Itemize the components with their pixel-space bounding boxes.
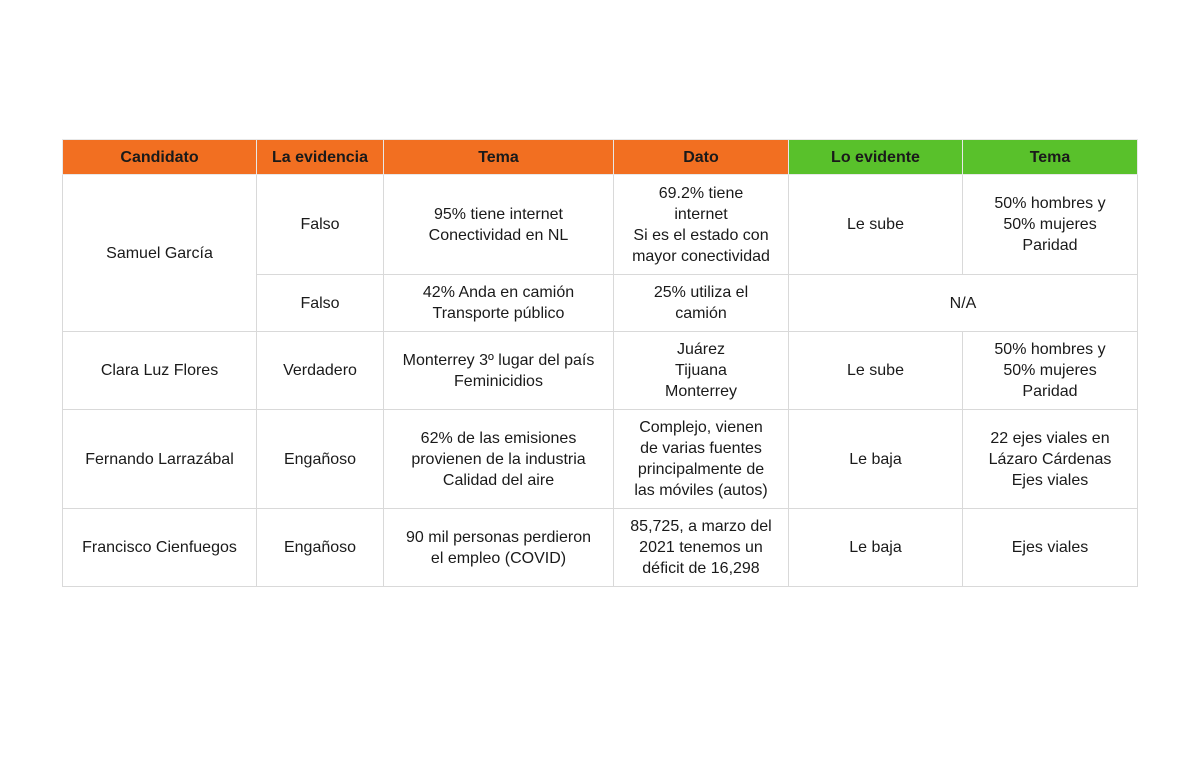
header-tema-2: Tema (963, 140, 1138, 175)
header-candidato: Candidato (63, 140, 257, 175)
cell-tema-2 (963, 509, 1138, 587)
cell-text-line: 50% mujeres (1003, 216, 1097, 233)
cell-text-line: provienen de la industria (411, 450, 586, 468)
cell-text-line: 2021 tenemos un (639, 539, 763, 556)
cell-tema-2 (963, 175, 1138, 275)
table-row (63, 332, 1138, 410)
cell-text-line: 50% hombres y (994, 195, 1106, 212)
cell-candidato: Clara Luz Flores (63, 332, 257, 410)
cell-text-line: Monterrey (664, 383, 738, 400)
cell-dato (614, 410, 789, 509)
header-row (63, 140, 1138, 175)
cell-text-line: internet (674, 205, 728, 223)
cell-text-line: camión (675, 305, 727, 322)
cell-text-line: 62% de las emisiones (420, 429, 577, 447)
cell-candidato: Fernando Larrazábal (63, 410, 257, 509)
cell-tema (384, 332, 614, 410)
cell-text-line: principalmente de (637, 461, 765, 478)
cell-text-line: Paridad (1022, 383, 1078, 400)
cell-text-line: Feminicidios (454, 372, 543, 390)
cell-tema (384, 410, 614, 509)
cell-text-line: Transporte público (432, 305, 565, 322)
cell-text-line: 95% tiene internet (434, 205, 563, 223)
cell-text-line: 22 ejes viales en (990, 429, 1110, 447)
cell-tema (384, 509, 614, 587)
cell-text-line: Ejes viales (1011, 471, 1089, 489)
cell-candidato: Francisco Cienfuegos (63, 509, 257, 587)
header-tema: Tema (384, 140, 614, 175)
fact-check-table (62, 139, 1138, 587)
cell-not-applicable: N/A (789, 275, 1138, 332)
cell-text-line: Paridad (1022, 237, 1078, 254)
cell-text-line: de varias fuentes (640, 440, 762, 457)
cell-text-line: 90 mil personas perdieron (406, 528, 591, 546)
cell-text-line: 50% mujeres (1003, 362, 1097, 379)
cell-text-line: Ejes viales (1011, 539, 1089, 556)
cell-text-line: 85,725, a marzo del (630, 518, 772, 535)
cell-text-line: Lázaro Cárdenas (988, 450, 1112, 468)
table-row (63, 509, 1138, 587)
cell-dato (614, 175, 789, 275)
cell-text-line: el empleo (COVID) (430, 549, 567, 567)
cell-text-line: Calidad del aire (442, 471, 555, 489)
cell-lo-evidente: Le sube (789, 175, 963, 275)
cell-lo-evidente: Le sube (789, 332, 963, 410)
cell-evidencia: Falso (257, 275, 384, 332)
cell-text-line: 69.2% tiene (658, 184, 744, 202)
cell-text-line: mayor conectividad (632, 247, 770, 265)
cell-evidencia: Falso (257, 175, 384, 275)
cell-text-line: Tijuana (675, 362, 727, 379)
header-lo-evidente: Lo evidente (789, 140, 963, 175)
cell-text-line: 25% utiliza el (653, 284, 749, 301)
cell-tema-2 (963, 332, 1138, 410)
cell-dato (614, 509, 789, 587)
header-la-evidencia: La evidencia (257, 140, 384, 175)
cell-text-line: 42% Anda en camión (422, 284, 575, 301)
cell-tema-2 (963, 410, 1138, 509)
header-dato: Dato (614, 140, 789, 175)
cell-tema (384, 275, 614, 332)
cell-text-line: Juárez (676, 341, 726, 358)
cell-text-line: Complejo, vienen (639, 419, 763, 436)
cell-evidencia: Engañoso (257, 509, 384, 587)
cell-text-line: Monterrey 3º lugar del país (402, 351, 595, 369)
cell-lo-evidente: Le baja (789, 410, 963, 509)
cell-tema (384, 175, 614, 275)
cell-dato (614, 275, 789, 332)
cell-text-line: Conectividad en NL (428, 226, 569, 244)
fact-check-table-container (62, 139, 1137, 587)
cell-evidencia: Verdadero (257, 332, 384, 410)
cell-candidato: Samuel García (63, 175, 257, 332)
cell-text-line: las móviles (autos) (634, 482, 768, 499)
cell-text-line: 50% hombres y (994, 341, 1106, 358)
table-row (63, 175, 1138, 275)
cell-text-line: Si es el estado con (633, 226, 769, 244)
cell-lo-evidente: Le baja (789, 509, 963, 587)
table-row (63, 410, 1138, 509)
cell-dato (614, 332, 789, 410)
cell-text-line: déficit de 16,298 (642, 560, 760, 577)
cell-evidencia: Engañoso (257, 410, 384, 509)
